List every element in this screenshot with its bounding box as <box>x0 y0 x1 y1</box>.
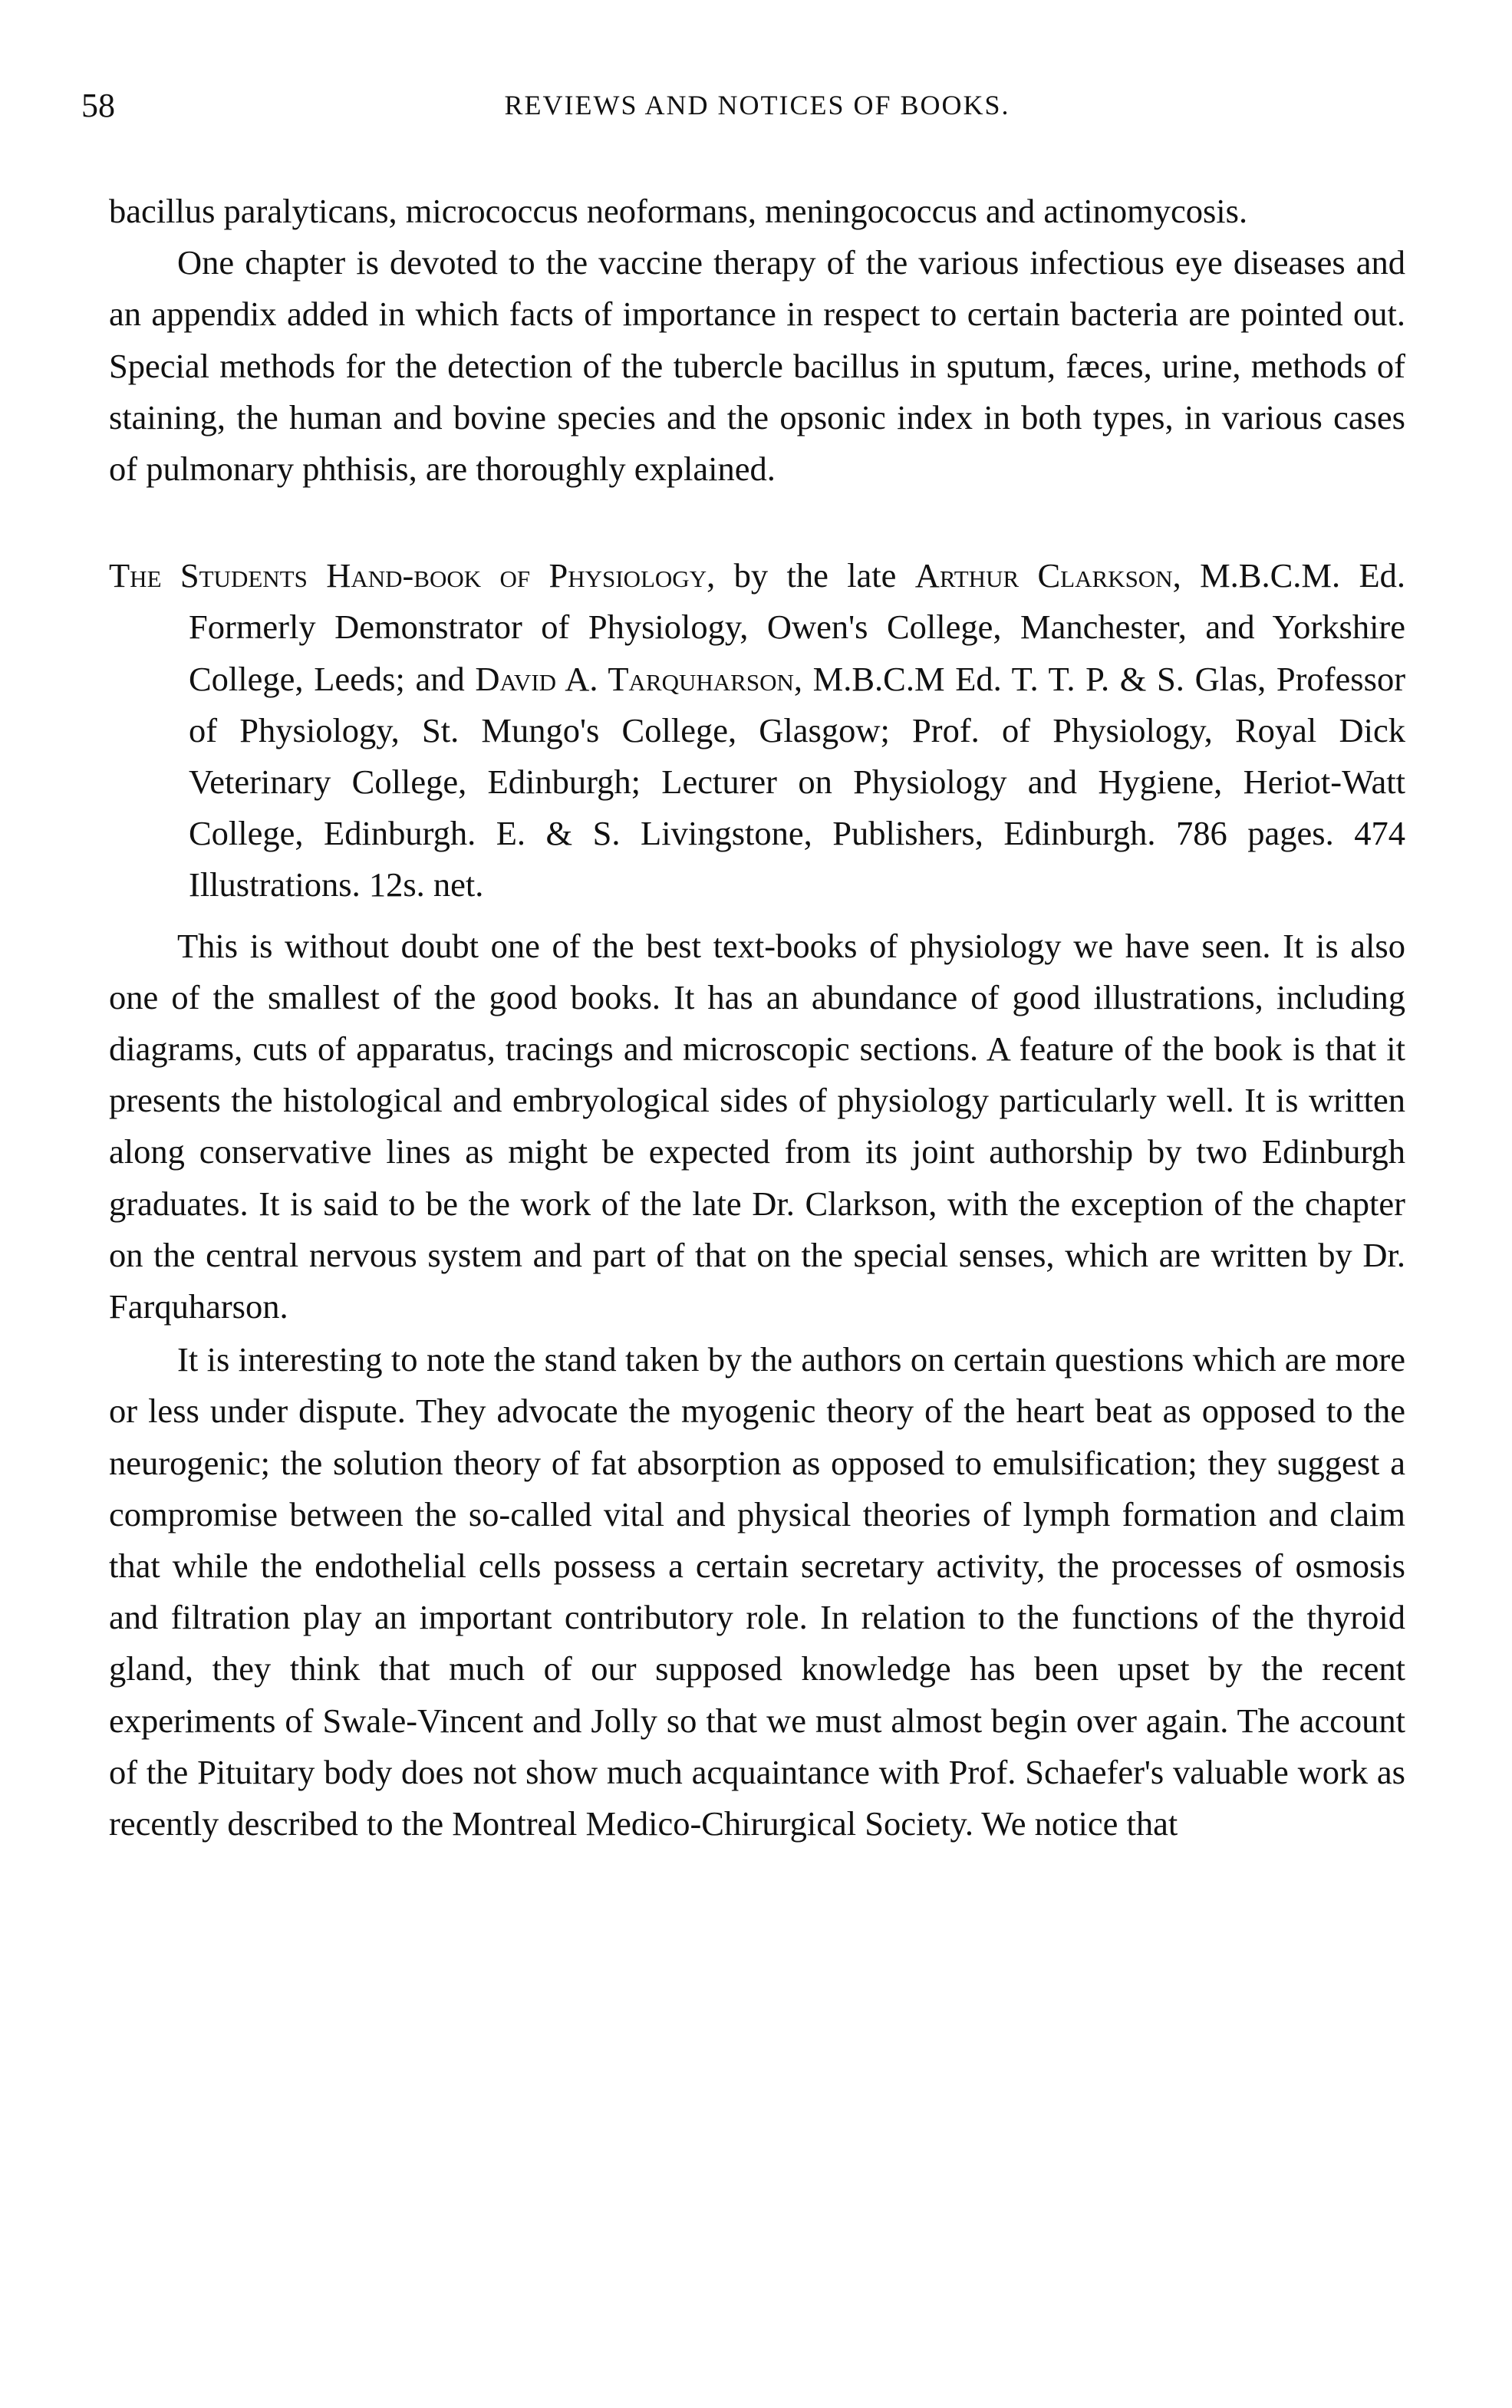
author-2-details: M.B.C.M Ed. T. T. P. & S. Glas, Professor of Physiology, St. Mungo's College, Glasgow; Prof. of Physiology, Royal Dick Veterinary College, Edinburgh; Lecturer on Physiology and Hygiene, Heriot-Watt College, Edinburgh. E. & S. Livingstone, Publishers, Edinburgh. 786 pages. 474 Illustrations. 12s. net. <box>189 659 1406 904</box>
book-title: The Students Hand-book of Physiology, <box>109 556 716 595</box>
page-number: 58 <box>81 87 115 124</box>
paragraph-continued: bacillus paralyticans, micrococcus neoformans, meningococcus and actinomycosis. <box>109 192 1248 230</box>
paragraph-review-theories: It is interesting to note the stand taken by the authors on certain questions which are more or less under dispute. They advocate the myogenic theory of the heart beat as opposed to the neurogenic; the solution theory of fat absorption as opposed to emulsification; they suggest a compromise between the so-called vital and physical theories of lymph formation and claim that while the endothelial cells possess a certain secretary activity, the processes of osmosis and filtration play an important contributory role. In relation to the functions of the thyroid gland, they think that much of our supposed knowledge has been upset by the recent experiments of Swale-Vincent and Jolly so that we must almost begin over again. The account of the Pituitary body does not show much acquaintance with Prof. Schaefer's valuable work as recently described to the Montreal Medico-Chirurgical Society. We notice that <box>109 1340 1405 1843</box>
page <box>81 86 1406 1850</box>
running-title: REVIEWS AND NOTICES OF BOOKS. <box>504 90 1010 120</box>
review-heading <box>109 550 1405 911</box>
paragraph-review-summary: This is without doubt one of the best text-books of physiology we have seen. It is also one of the smallest of the good books. It has an abundance of good illustrations, including diagrams, cuts of apparatus, tracings and microscopic sections. A feature of the book is that it presents the histological and embryological sides of physiology particularly well. It is written along conservative lines as might be expected from its joint authorship by two Edinburgh graduates. It is said to be the work of the late Dr. Clarkson, with the exception of the chapter on the central nervous system and part of that on the special senses, which are written by Dr. Farquharson. <box>109 926 1405 1326</box>
author-1-details: M.B.C.M. Ed. Formerly Demonstrator of Physiology, Owen's College, Manchester, and Yorkshire College, Leeds; and <box>189 556 1406 698</box>
running-head <box>81 86 1405 132</box>
author-1: Arthur Clarkson, <box>914 556 1181 595</box>
paragraph-vaccine-therapy: One chapter is devoted to the vaccine therapy of the various infectious eye diseases and an appendix added in which facts of importance in respect to certain bacteria are pointed out. Special methods for the detection of the tubercle bacillus in sputum, fæces, urine, methods of staining, the human and bovine species and the opsonic index in both types, in various cases of pulmonary phthisis, are thoroughly explained. <box>109 243 1405 489</box>
author-2: David A. Tarquharson, <box>475 659 802 698</box>
by-text: by the late <box>733 556 897 595</box>
